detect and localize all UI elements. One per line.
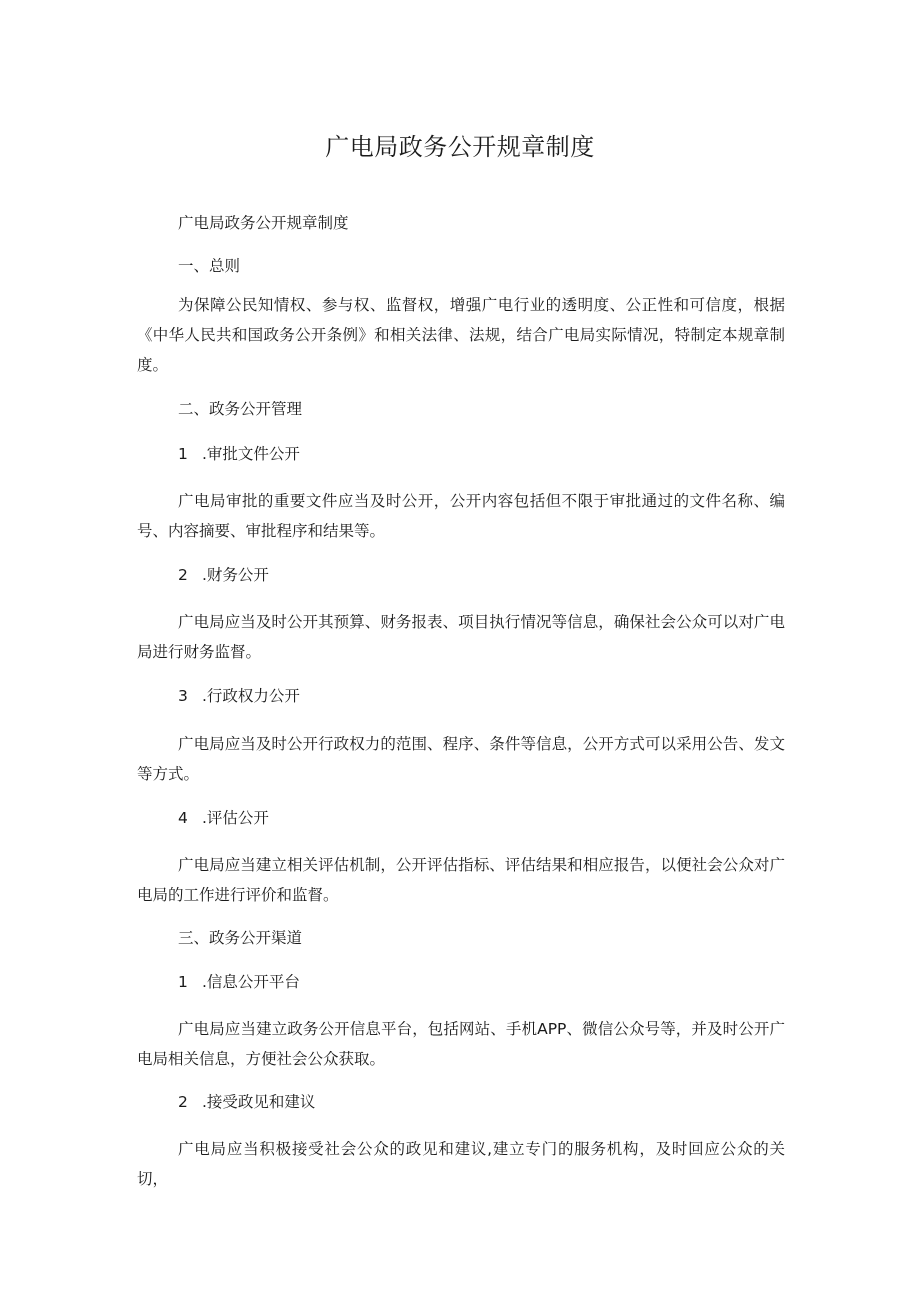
paragraph-financial: 广电局应当及时公开其预算、财务报表、项目执行情况等信息，确保社会公众可以对广电局进行财务监督。 bbox=[137, 613, 785, 661]
item-title: .信息公开平台 bbox=[202, 973, 300, 991]
item-number: 1 bbox=[178, 445, 188, 463]
section-heading-management: 二、政务公开管理 bbox=[178, 400, 303, 418]
paragraph-administrative-power: 广电局应当及时公开行政权力的范围、程序、条件等信息，公开方式可以采用公告、发文等方式。 bbox=[137, 735, 785, 783]
item-title: .评估公开 bbox=[202, 809, 269, 827]
document-subtitle: 广电局政务公开规章制度 bbox=[178, 214, 349, 232]
item-title: .接受政见和建议 bbox=[202, 1093, 316, 1111]
section-heading-channels: 三、政务公开渠道 bbox=[178, 929, 303, 947]
paragraph-info-platform: 广电局应当建立政务公开信息平台，包括网站、手机APP、微信公众号等，并及时公开广电局相关信息，方便社会公众获取。 bbox=[137, 1020, 785, 1068]
item-number: 2 bbox=[178, 566, 188, 584]
item-title: .行政权力公开 bbox=[202, 687, 300, 705]
item-heading-info-platform bbox=[178, 970, 300, 994]
item-title: .审批文件公开 bbox=[202, 445, 300, 463]
item-number: 3 bbox=[178, 687, 188, 705]
item-number: 4 bbox=[178, 809, 188, 827]
item-title: .财务公开 bbox=[202, 566, 269, 584]
item-heading-suggestions bbox=[178, 1090, 315, 1114]
item-heading-financial bbox=[178, 563, 269, 587]
item-heading-administrative-power bbox=[178, 684, 300, 708]
item-number: 2 bbox=[178, 1093, 188, 1111]
paragraph-general: 为保障公民知情权、参与权、监督权，增强广电行业的透明度、公正性和可信度，根据《中华人民共和国政务公开条例》和相关法律、法规，结合广电局实际情况，特制定本规章制度。 bbox=[137, 296, 785, 374]
item-number: 1 bbox=[178, 973, 188, 991]
item-heading-approval-documents bbox=[178, 442, 300, 466]
item-heading-evaluation bbox=[178, 806, 269, 830]
document-title: 广电局政务公开规章制度 bbox=[325, 133, 595, 161]
paragraph-evaluation: 广电局应当建立相关评估机制，公开评估指标、评估结果和相应报告，以便社会公众对广电局的工作进行评价和监督。 bbox=[137, 856, 785, 904]
paragraph-approval-documents: 广电局审批的重要文件应当及时公开，公开内容包括但不限于审批通过的文件名称、编号、内容摘要、审批程序和结果等。 bbox=[137, 492, 785, 540]
paragraph-suggestions: 广电局应当积极接受社会公众的政见和建议,建立专门的服务机构，及时回应公众的关切， bbox=[137, 1140, 785, 1188]
section-heading-general: 一、总则 bbox=[178, 257, 241, 275]
